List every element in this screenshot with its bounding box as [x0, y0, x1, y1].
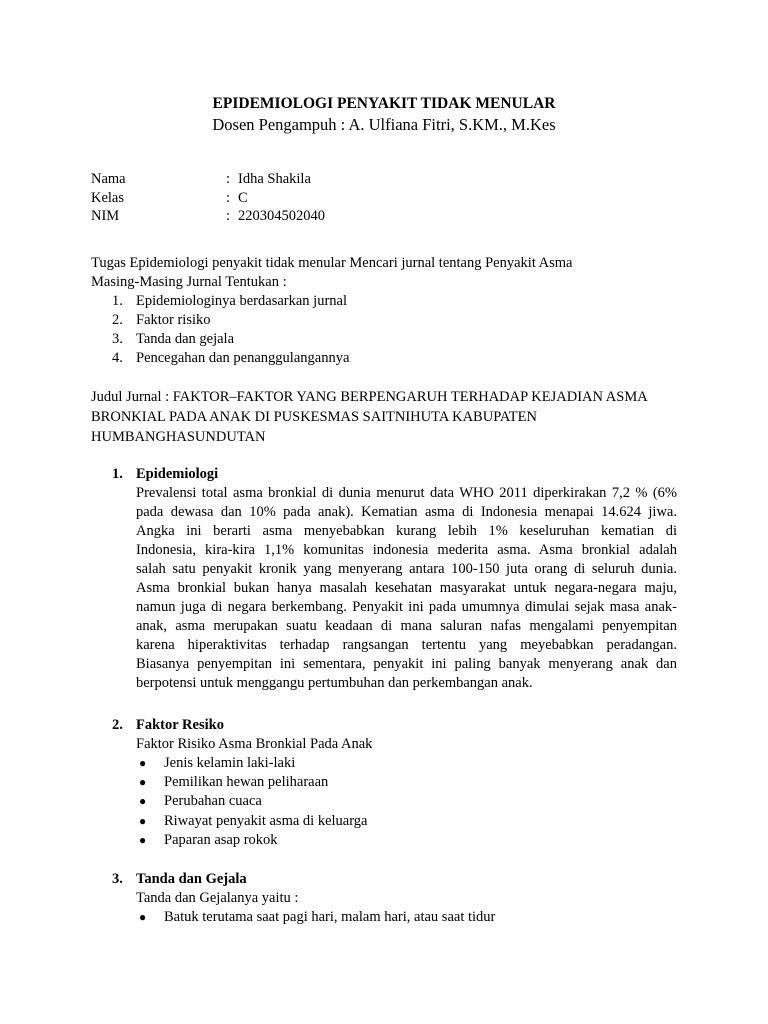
info-row-kelas	[91, 189, 591, 208]
info-value: C	[238, 190, 248, 206]
task-item	[112, 349, 672, 368]
info-row-nim	[91, 207, 591, 226]
task-item	[112, 292, 672, 311]
epidemiologi-paragraph	[136, 484, 677, 693]
bullet-icon: ●	[139, 775, 147, 789]
list-item-text: Riwayat penyakit asma di keluarga	[164, 813, 368, 829]
section-number: 2.	[112, 717, 123, 733]
task-item-number: 2.	[112, 312, 123, 328]
section-number: 3.	[112, 871, 123, 887]
task-item-text: Tanda dan gejala	[136, 331, 235, 347]
bullet-icon: ●	[139, 814, 147, 828]
list-item-text: Perubahan cuaca	[164, 793, 262, 809]
info-label: Nama	[91, 171, 126, 187]
journal-title-line: BRONKIAL PADA ANAK DI PUSKESMAS SAITNIHUTA KABUPATEN	[91, 409, 537, 425]
bullet-icon: ●	[139, 756, 147, 770]
list-item	[136, 773, 656, 792]
bullet-icon: ●	[139, 794, 147, 808]
list-item-text: Pemilikan hewan peliharaan	[164, 774, 329, 790]
paragraph-line: pada dewasa dan 10% pada anak). Kematian asma di Indonesia menapai 14.624 jiwa.	[136, 504, 677, 520]
list-item-text: Batuk terutama saat pagi hari, malam hari, atau saat tidur	[164, 909, 496, 925]
task-item	[112, 311, 672, 330]
list-item-text: Paparan asap rokok	[164, 832, 278, 848]
journal-title-line: Judul Jurnal : FAKTOR–FAKTOR YANG BERPENGARUH TERHADAP KEJADIAN ASMA	[91, 389, 648, 405]
journal-title-line: HUMBANGHASUNDUTAN	[91, 429, 266, 445]
paragraph-line: Angka ini berarti asma menyebabkan kurang lebih 1% keseluruhan kematian di	[136, 523, 677, 539]
list-item	[136, 754, 656, 773]
faktor-resiko-intro: Faktor Risiko Asma Bronkial Pada Anak	[136, 736, 373, 752]
list-item	[136, 812, 656, 831]
task-item-text: Epidemiologinya berdasarkan jurnal	[136, 293, 347, 309]
paragraph-line: Asma bronkial bukan hanya masalah kesehatan masyarakat untuk negara-negara maju,	[136, 580, 677, 596]
task-item	[112, 330, 672, 349]
section-number: 1.	[112, 466, 123, 482]
info-value: 220304502040	[238, 208, 325, 224]
task-item-number: 3.	[112, 331, 123, 347]
document-title: EPIDEMIOLOGI PENYAKIT TIDAK MENULAR	[212, 95, 556, 112]
paragraph-line: Indonesia, kira-kira 1,1% komunitas indonesia mederita asma. Asma bronkial adalah	[136, 542, 677, 558]
section-title: Epidemiologi	[136, 466, 219, 482]
bullet-icon: ●	[139, 910, 147, 924]
task-item-number: 4.	[112, 350, 123, 366]
paragraph-line: karena hiperaktivitas terhadap rangsangan tertentu yang meyebabkan peradangan.	[136, 637, 677, 653]
paragraph-line: Biasanya penyempitan ini sementara, penyakit ini paling banyak menyerang anak dan	[136, 656, 677, 672]
paragraph-line: anak, asma merupakan suatu keadaan di mana saluran nafas mengalami penyempitan	[136, 618, 677, 634]
list-item-text: Jenis kelamin laki-laki	[164, 755, 296, 771]
paragraph-line: salah satu penyakit kronik yang menyerang antara 100-150 juta orang di seluruh dunia.	[136, 561, 677, 577]
info-value: Idha Shakila	[238, 171, 311, 187]
journal-title	[91, 388, 677, 448]
list-item	[136, 831, 656, 850]
task-item-text: Pencegahan dan penanggulangannya	[136, 350, 350, 366]
list-item	[136, 792, 656, 811]
info-colon: :	[226, 171, 231, 187]
task-item-number: 1.	[112, 293, 123, 309]
bullet-icon: ●	[139, 833, 147, 847]
info-label: NIM	[91, 208, 120, 224]
section-title: Faktor Resiko	[136, 717, 224, 733]
section-title: Tanda dan Gejala	[136, 871, 247, 887]
paragraph-line: namun juga di negara berkembang. Penyakit ini pada umumnya dimulai sejak masa anak-	[136, 599, 677, 615]
info-row-nama	[91, 170, 591, 189]
info-colon: :	[226, 208, 231, 224]
paragraph-line: berpotensi untuk menggangu pertumbuhan dan perkembangan anak.	[136, 675, 533, 691]
task-item-text: Faktor risiko	[136, 312, 211, 328]
task-line-1: Tugas Epidemiologi penyakit tidak menular Mencari jurnal tentang Penyakit Asma	[91, 255, 573, 271]
info-colon: :	[226, 190, 231, 206]
document-subtitle: Dosen Pengampuh : A. Ulfiana Fitri, S.KM., M.Kes	[212, 115, 556, 134]
paragraph-line: Prevalensi total asma bronkial di dunia menurut data WHO 2011 diperkirakan 7,2 % (6%	[136, 485, 677, 501]
tanda-gejala-intro: Tanda dan Gejalanya yaitu :	[136, 890, 299, 906]
task-line-2: Masing-Masing Jurnal Tentukan :	[91, 274, 287, 290]
info-label: Kelas	[91, 190, 125, 206]
list-item	[136, 908, 656, 927]
